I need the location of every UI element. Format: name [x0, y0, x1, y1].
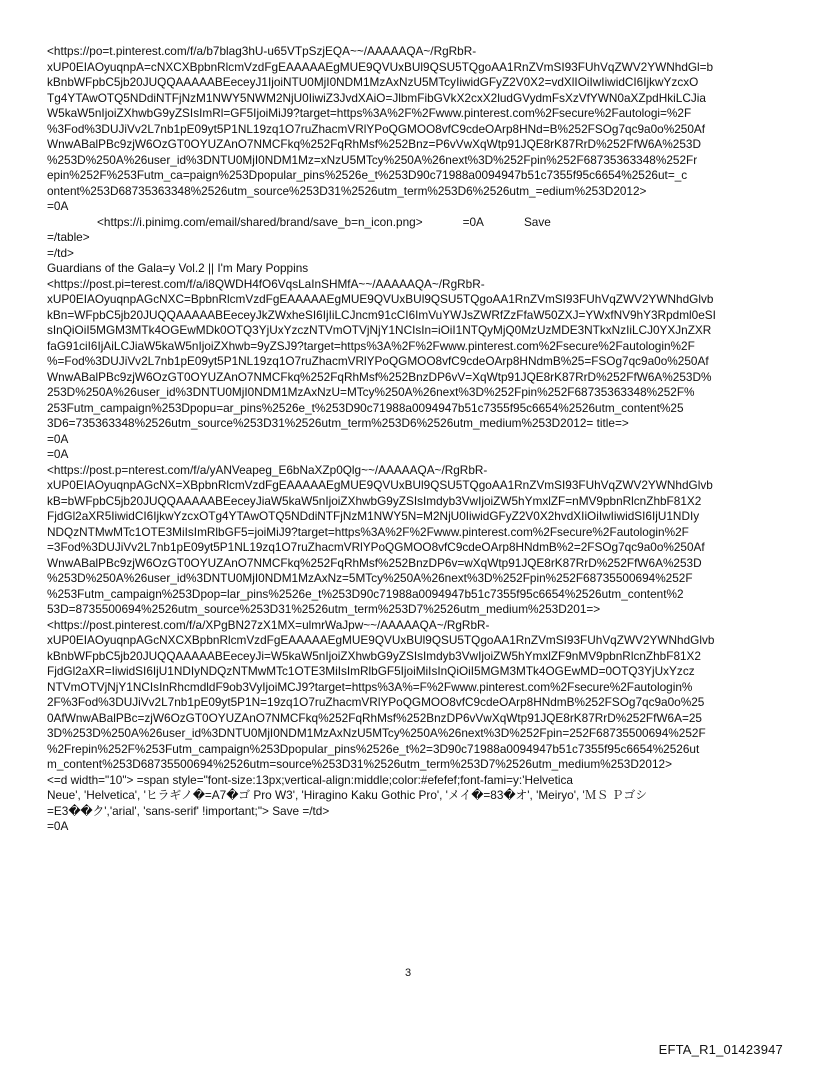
text-line: 3D%253D%250A%26user_id%3DNTU0MjI0NDM1MzAxNzU5MTcy%250A%26next%3D%252Fpin=252F68735500694%252F — [47, 726, 706, 740]
text-line: kB=bWFpbC5jb20JUQQAAAAABEeceyJiaW5kaW5nIjoiZXhwbG9yZSIsImdyb3VwIjoiZW5hYmxlZF=nMV9pbnRlcnZhbF81X2 — [47, 493, 702, 508]
text-line: <https://post.pi=terest.com/f/a/i8QWDH4fO6VqsLaInSHMfA~~/AAAAAQA~/RgRbR- — [47, 276, 485, 291]
text-line: WnwABalPBc9zjW6OzGT0OYUZAnO7NMCFkq%252FqRhMsf%252Bnz=P6vVwXqWtp91JQE8rK87RrD%252FfW6A%253D — [47, 137, 701, 151]
text-line: %253Futm_campaign%253Dpop=lar_pins%2526e_t%253D90c71988a0094947b51c7355f95c6654%2526utm_content%2 — [47, 586, 684, 601]
text-line: xUP0EIAOyuqnpAGcNX=XBpbnRlcmVzdFgEAAAAAEgMUE9QVUxBUl9QSU5TQgoAA1RnZVmSI93FUhVqZWV2YWNhdGlvb — [47, 478, 713, 492]
text-line: %=Fod%3DUJiVv2L7nb1pE09yt5P1NL19zq1O7ruZhacmVRlYPoQGMOO8vfC9cdeOArp8HNdmB%25=FSOg7qc9a0o%250Af — [47, 354, 709, 368]
text-line: ontent%253D68735363348%2526utm_source%253D31%2526utm_term%253D6%2526utm_=edium%253D2012> — [47, 183, 647, 198]
text-line: =/td> — [47, 245, 74, 260]
text-line: FjdGl2aXR5IiwidCI6IjkwYzcxOTg4YTAwOTQ5NDdiNTFjNzM1NWY5N=M2NjU0IiwidGFyZ2V0X2hvdXIiOiIwIiwidSI6IjU1NDIy — [47, 509, 700, 523]
text-line: 253Futm_campaign%253Dpopu=ar_pins%2526e_t%253D90c71988a0094947b51c7355f95c6654%2526utm_content%25 — [47, 400, 684, 415]
text-line: xUP0EIAOyuqnpAGcNXCXBpbnRlcmVzdFgEAAAAAEgMUE9QVUxBUl9QSU5TQgoAA1RnZVmSI93FUhVqZWV2YWNhdGlvb — [47, 633, 715, 647]
text-line: =0A — [47, 199, 69, 213]
text-line: kBn=WFpbC5jb20JUQQAAAAABEeceyJkZWxheSI6IjIiLCJncm91cCI6ImVuYWJsZWRfZzFfaW50ZXJ=YWxfNV9hY3Rpdml0eSI — [47, 307, 716, 322]
text-line: Guardians of the Gala=y Vol.2 || I'm Mary Poppins — [47, 261, 309, 275]
text-line: xUP0EIAOyuqnpA=cNXCXBpbnRlcmVzdFgEAAAAAEgMUE9QVUxBUl9QSU5TQgoAA1RnZVmSI93FUhVqZWV2YWNhdGl=b — [47, 59, 714, 74]
text-line: =3Fod%3DUJiVv2L7nb1pE09yt5P1NL19zq1O7ruZhacmVRlYPoQGMOO8vfC9cdeOArp8HNdmB%2=2FSOg7qc9a0o%250Af — [47, 540, 705, 554]
text-line: <https://post.pinterest.com/f/a/XPgBN27zX1MX=ulmrWaJpw~~/AAAAAQA~/RgRbR- — [47, 617, 490, 632]
text-line: faG91ciI6IjAiLCJiaW5kaW5nIjoiZXhwb=9yZSJ9?target=https%3A%2F%2Fwww.pinterest.com%2Fsecure%2Fautologin%2F — [47, 338, 695, 353]
text-line: <https://po=t.pinterest.com/f/a/b7blag3hU-u65VTpSzjEQA~~/AAAAAQA~/RgRbR- — [47, 44, 477, 58]
email-source-text — [47, 44, 772, 835]
text-block-2 — [47, 230, 772, 835]
text-line: xUP0EIAOyuqnpAGcNXC=BpbnRlcmVzdFgEAAAAAEgMUE9QVUxBUl9QSU5TQgoAA1RnZVmSI93FUhVqZWV2YWNhdGlvb — [47, 292, 714, 306]
text-line: %253D%250A%26user_id%3DNTU0MjI0NDM1Mz=xNzU5MTcy%250A%26next%3D%252Fpin%252F68735363348%252Fr — [47, 152, 698, 167]
text-line: kBnbWFpbC5jb20JUQQAAAAABEeceyJi=W5kaW5nIjoiZXhwbG9yZSIsImdyb3VwIjoiZW5hYmxlZF9nMV9pbnRlcnZhbF81X2 — [47, 648, 701, 663]
text-block-1 — [47, 44, 772, 215]
save-icon-url: <https://i.pinimg.com/email/shared/brand/save_b=n_icon.png> — [97, 214, 423, 229]
text-line: NDQzNTMwMTc1OTE3MiIsImRlbGF5=joiMiJ9?target=https%3A%2F%2Fwww.pinterest.com%2Fsecure%2Fautologin%2F — [47, 524, 689, 539]
text-line: 253D%250A%26user_id%3DNTU0MjI0NDM1MzAxNzU=MTcy%250A%26next%3D%252Fpin%252F68735363348%252F% — [47, 385, 695, 399]
text-line: WnwABalPBc9zjW6OzGT0OYUZAnO7NMCFkq%252FqRhMsf%252BnzDP6v=wXqWtp91JQE8rK87RrD%252FfW6A%253D — [47, 555, 702, 570]
save-icon-row — [47, 215, 772, 231]
text-line: <https://post.p=nterest.com/f/a/yANVeapeg_E6bNaXZp0Qlg~~/AAAAAQA~/RgRbR- — [47, 462, 488, 477]
text-line: Neue', 'Helvetica', 'ヒラギノ�=A7�ゴ Pro W3', 'Hiragino Kaku Gothic Pro', 'メイ�=83�オ', 'Meiryo', 'ＭＳ Ｐゴシ — [47, 788, 648, 802]
text-line: m_content%253D68735500694%2526utm=source%253D31%2526utm_term%253D7%2526utm_medium%253D2012> — [47, 757, 672, 771]
text-line: 53D=8735500694%2526utm_source%253D31%2526utm_term%253D7%2526utm_medium%253D201=> — [47, 602, 601, 616]
text-line: WnwABalPBc9zjW6OzGT0OYUZAnO7NMCFkq%252FqRhMsf%252BnzDP6vV=XqWtp91JQE8rK87RrD%252FfW6A%253D% — [47, 369, 712, 384]
text-line: =E3��ク','arial', 'sans-serif' !important;"> Save =/td> — [47, 803, 330, 818]
text-line: %3Fod%3DUJiVv2L7nb1pE09yt5P1NL19zq1O7ruZhacmVRlYPoQGMOO8vfC9cdeOArp8HNd=B%252FSOg7qc9a0o%250Af — [47, 121, 706, 136]
text-line: =0A — [47, 431, 69, 446]
text-line: FjdGl2aXR=IiwidSI6IjU1NDIyNDQzNTMwMTc1OTE3MiIsImRlbGF5IjoiMiIsInQiOiI5MGM3MTk4OGEwMD=0OTQ3YjUxYzcz — [47, 664, 695, 678]
text-line: 2F%3Fod%3DUJiVv2L7nb1pE09yt5P1N=19zq1O7ruZhacmVRlYPoQGMOO8vfC9cdeOArp8HNdmB%252FSOg7qc9a0o%25 — [47, 695, 705, 709]
line-break-code: =0A — [462, 214, 484, 229]
text-line: =0A — [47, 819, 69, 833]
text-line: <=d width="10"> =span style="font-size:13px;vertical-align:middle;color:#efefef;font-fami=y:'Helvetica — [47, 772, 573, 787]
document-id: EFTA_R1_01423947 — [658, 1042, 783, 1057]
text-line: =0A — [47, 447, 69, 461]
text-line: =/table> — [47, 230, 90, 244]
text-line: W5kaW5nIjoiZXhwbG9yZSIsImRl=GF5IjoiMiJ9?target=https%3A%2F%2Fwww.pinterest.com%2Fsecure%2Fautologi=%2F — [47, 106, 692, 120]
page-number: 3 — [404, 967, 412, 979]
text-line: 3D6=735363348%2526utm_source%253D31%2526utm_term%253D6%2526utm_medium%253D2012= title=> — [47, 416, 629, 430]
text-line: epin%252F%253Futm_ca=paign%253Dpopular_pins%2526e_t%253D90c71988a0094947b51c7355f95c6654%2526ut=_c — [47, 168, 688, 182]
text-line: NTVmOTVjNjY1NCIsInRhcmdldF9ob3VyIjoiMCJ9?target=https%3A%=F%2Fwww.pinterest.com%2Fsecure%2Fautologin% — [47, 679, 693, 694]
text-line: %253D%250A%26user_id%3DNTU0MjI0NDM1MzAxNz=5MTcy%250A%26next%3D%252Fpin%252F68735500694%252F — [47, 571, 693, 585]
text-line: %2Frepin%252F%253Futm_campaign%253Dpopular_pins%2526e_t%2=3D90c71988a0094947b51c7355f95c6654%2526ut — [47, 741, 700, 756]
text-line: 0AfWnwABalPBc=zjW6OzGT0OYUZAnO7NMCFkq%252FqRhMsf%252BnzDP6vVwXqWtp91JQE8rK87RrD%252FfW6A=25 — [47, 710, 702, 725]
text-line: kBnbWFpbC5jb20JUQQAAAAABEeceyJ1IjoiNTU0MjI0NDM1MzAxNzU5MTcyIiwidGFyZ2V0X2=vdXlIOiIwIiwidCI6IjkwYzcxO — [47, 75, 699, 89]
save-label: Save — [523, 214, 551, 229]
text-line: sInQiOiI5MGM3MTk4OGEwMDk0OTQ3YjUxYzczNTVmOTVjNjY1NCIsIn=iOiI1NTQyMjQ0MzUzMDE3NTkxNzIiLCJ0YXJnZXR — [47, 323, 712, 337]
text-line: Tg4YTAwOTQ5NDdiNTFjNzM1NWY5NWM2NjU0IiwiZ3JvdXAiO=JlbmFibGVkX2cxX2ludGVydmFsXzVfYWN0aXZpdHkiLCJia — [47, 90, 706, 105]
